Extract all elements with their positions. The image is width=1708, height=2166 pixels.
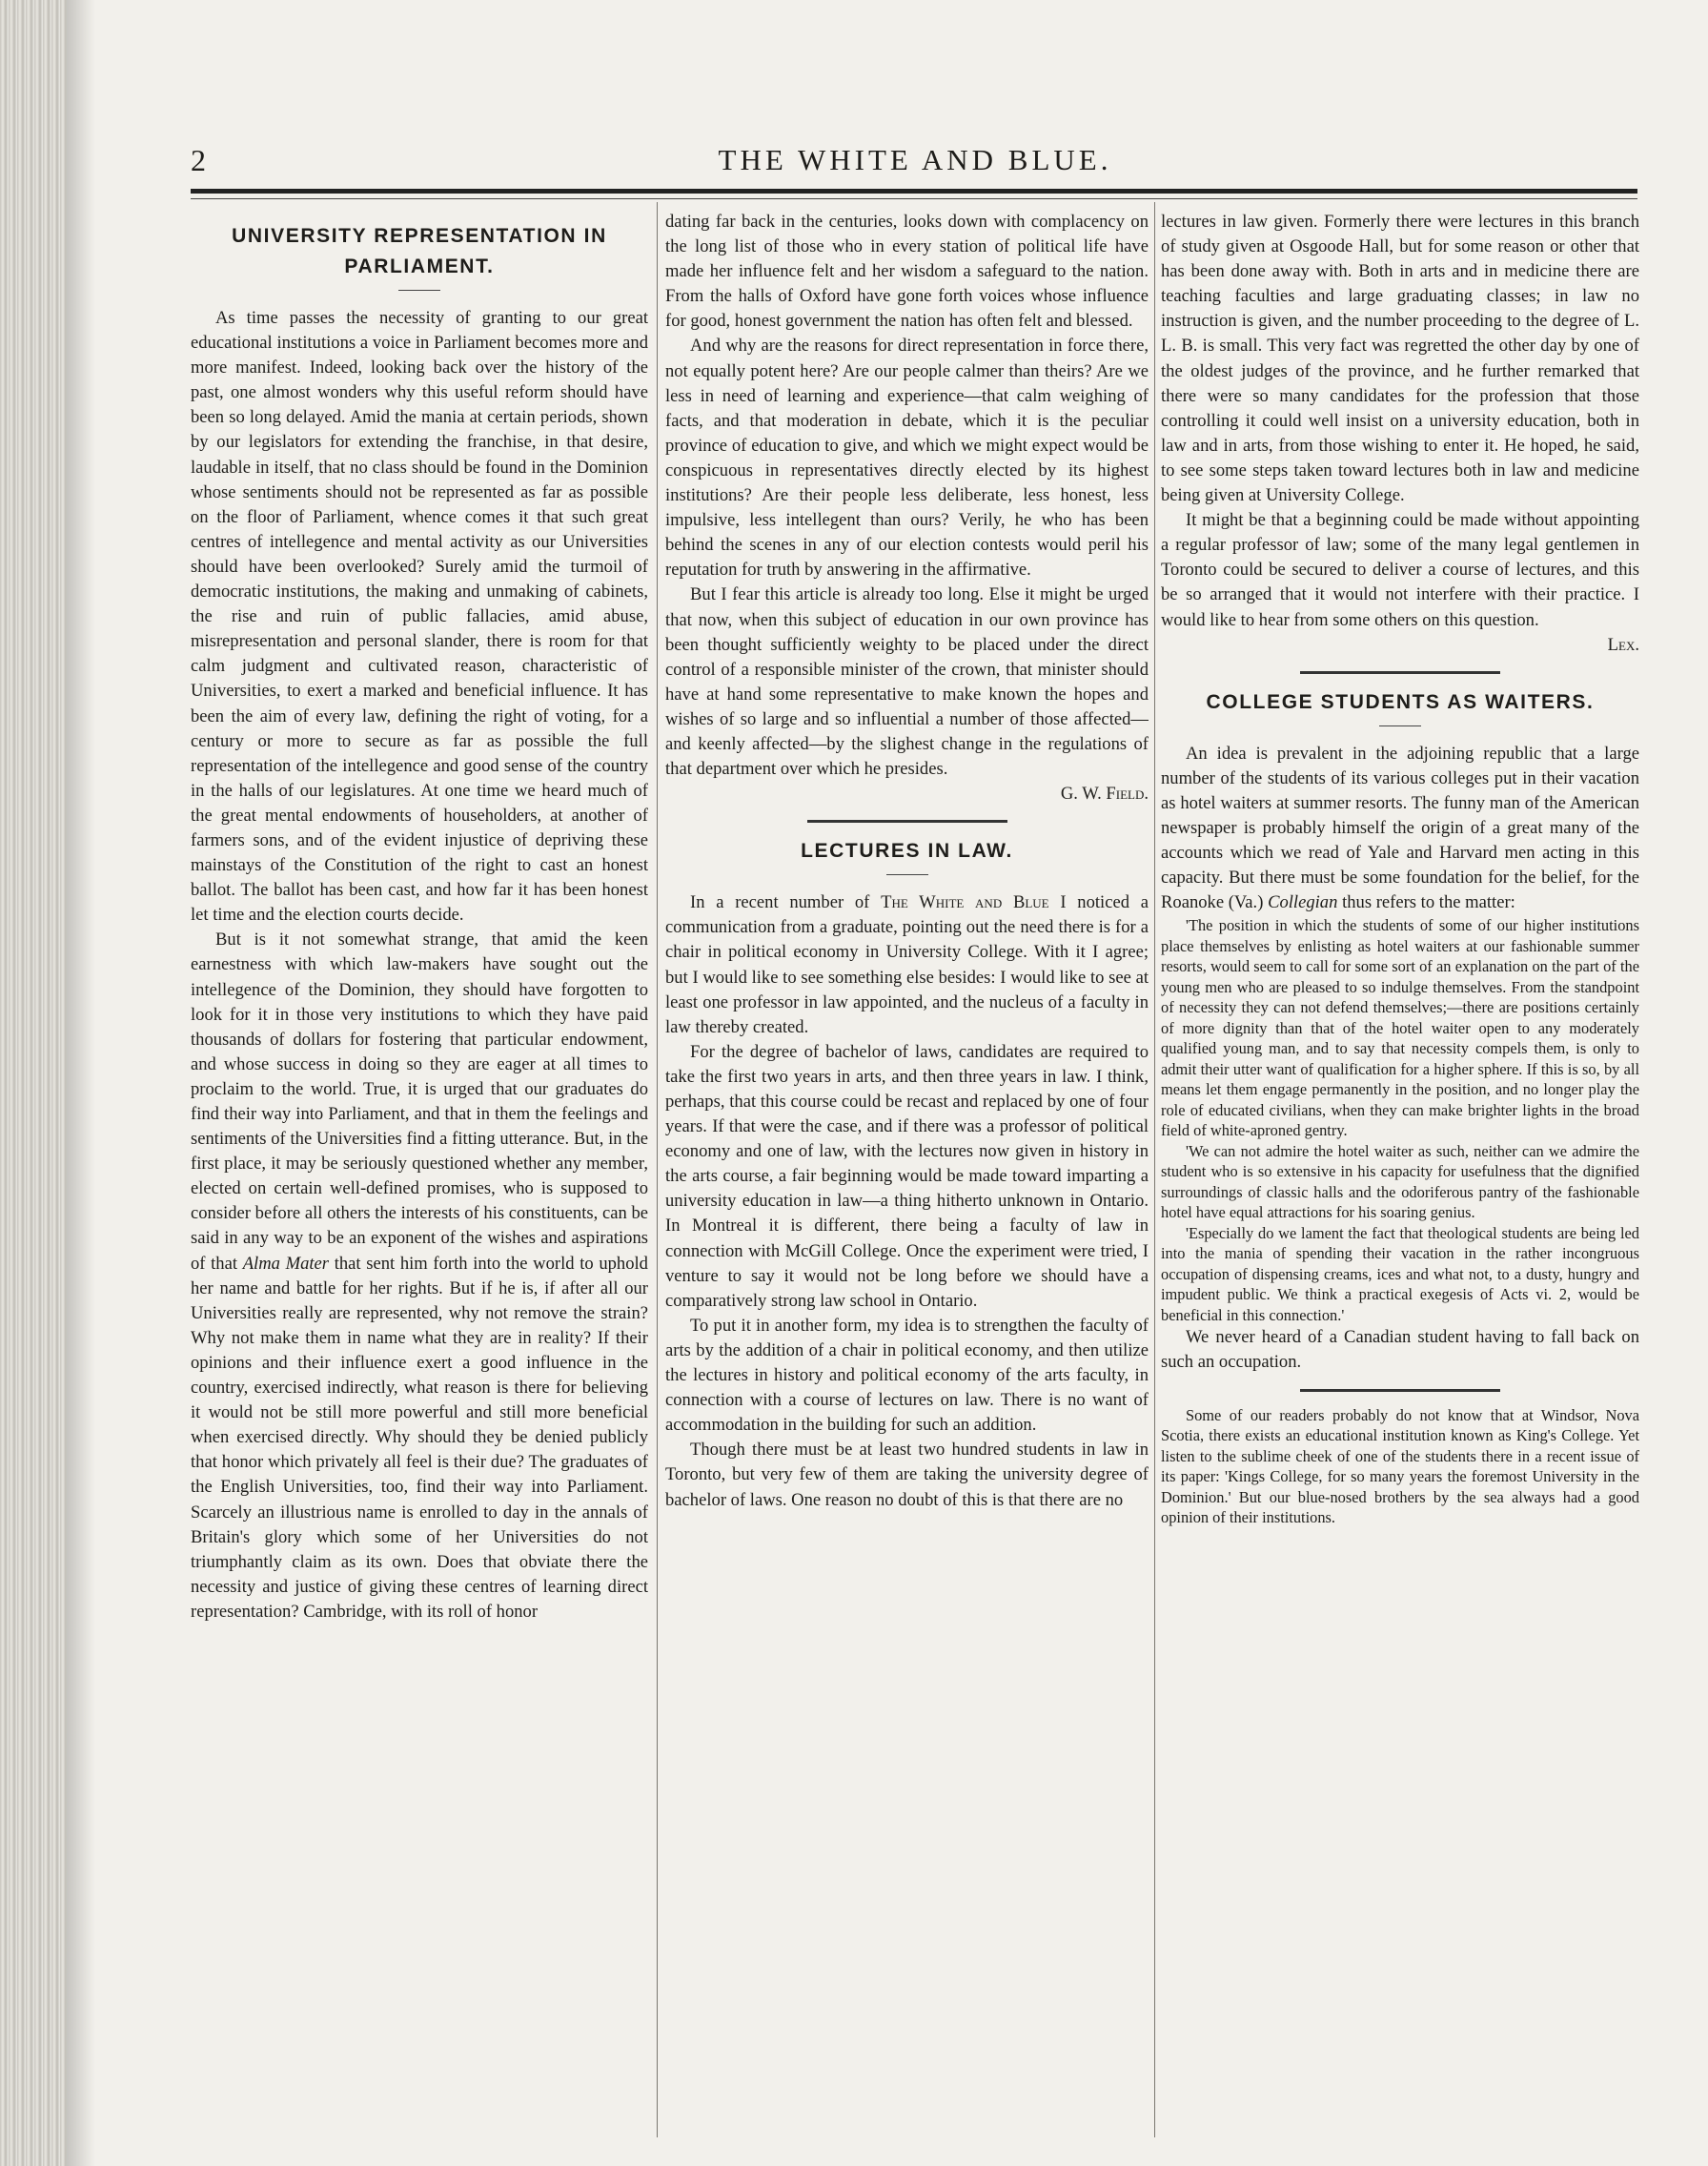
paragraph: To put it in another form, my idea is to strengthen the faculty of arts by the addition of a chair in political economy, and then utilize the lectures in history and political economy of the arts faculty, in connection with a course of lectures on law. There is no want of accommodation in the building for such an addition. bbox=[665, 1315, 1149, 1436]
text-run: that sent him forth into the world to uphold her name and battle for her rights. But if he is, if after all our Universities really are represented, why not remove the strain? Why not make them in name what they are in reality? If their opinions and their influence exert a good influence in the country, exercised indirectly, what reason is there for believing it would not be still more powerful and still more beneficial when exercised directly. Why should they be denied publicly that honor which privately all feel is their due? The graduates of the English Universities, too, find their way into Parliament. Scarcely an illustrious name is enrolled to day in the annals of Britain's glory which some of her Universities do not triumphantly claim as its own. Does that obviate there the necessity and justice of giving these centres of learning direct representation? Cambridge, with its roll of honor bbox=[191, 1253, 648, 1622]
page-number: 2 bbox=[191, 143, 206, 177]
header-rule-thick bbox=[191, 189, 1637, 194]
column-1 bbox=[191, 210, 648, 2135]
quote-paragraph: 'The position in which the students of some of our higher institutions place themselves by enlisting as hotel waiters at our fashionable summer resorts, would seem to call for some sort of an explanation on the part of the young men who are pleased to so indulge themselves. From the standpoint of necessity they can not defend themselves;—there are positions certainly of more dignity than that of the hotel waiter open to any moderately qualified young man, and to say that necessity compels them, is only to admit their utter want of qualification for a higher sphere. If this is so, by all means let them engage permanently in the position, and no longer play the role of educated civilians, when they can make brighter lights in the broad field of white-aproned gentry. bbox=[1161, 916, 1639, 1140]
text-run: But is it not somewhat strange, that amid the keen earnestness with which law-makers have sought out the intellegence of the Dominion, they should have forgotten to look for it in those very institutions to which they have paid thousands of dollars for fostering that particular endowment, and whose success in doing so they are eager at all times to proclaim to the world. True, it is urged that our graduates do find their way into Parliament, and that in them the feelings and sentiments of the Universities find a fitting utterance. But, in the first place, it may be seriously questioned whether any member, elected on certain well-defined promises, who is supposed to consider before all others the interests of his constituents, can be said in any way to be an exponent of the wishes and aspirations of that bbox=[191, 930, 648, 1274]
binding-shadow bbox=[67, 0, 95, 2166]
alma-mater-italic: Alma Mater bbox=[242, 1253, 330, 1274]
paragraph bbox=[191, 928, 648, 1624]
heading-rule bbox=[398, 290, 440, 291]
signature-lex: Lex. bbox=[1607, 634, 1639, 655]
paragraph-kings: Some of our readers probably do not know that at Windsor, Nova Scotia, there exists an educational institution known as King's College. Yet listen to the sublime cheek of one of the students there in a recent issue of its paper: 'Kings College, for so many years the foremost University in the Dominion.' But our blue-nosed brothers by the sea always had a good opinion of their institutions. bbox=[1161, 1405, 1639, 1527]
column-divider-2 bbox=[1154, 202, 1155, 2137]
paragraph: As time passes the necessity of granting to our great educational institutions a voice in Parliament becomes more and more manifest. Indeed, looking back over the history of the past, one almost wonders why this useful reform should have been so long delayed. Amid the mania at certain periods, shown by our legislators for extending the franchise, in that desire, laudable in itself, that no class should be found in the Dominion whose sentiments should not be represented as far as possible on the floor of Parliament, whence comes it that such great centres of intellegence and mental activity as our Universities should have been overlooked? Surely amid the turmoil of democratic institutions, the making and unmaking of cabinets, the rise and ruin of public fallacies, amid abuse, misrepresentation and personal slander, there is room for that calm judgment and cultivated reason, characteristic of Universities, to exert a marked and beneficial influence. It has been the aim of every law, defining the right of voting, for a century or more to secure as far as possible the full representation of the intellegence and good sense of the country in the halls of our legislatures. At one time we heard much of the great mental endowments of householders, at another of farmers sons, and of the evident injustice of depriving these mainstays of the Constitution of the right to cast an honest ballot. The ballot has been cast, and how far it has been honest let time and the election courts decide. bbox=[191, 308, 648, 926]
paragraph: We never heard of a Canadian student having to fall back on such an occupation. bbox=[1161, 1327, 1639, 1373]
quote-paragraph: 'We can not admire the hotel waiter as such, neither can we admire the student who is so extensive in his capacity for usefulness that the dignified surroundings of classic halls and the odoriferous pantry of the fashionable hotel have equal attractions for his soaring genius. bbox=[1161, 1141, 1639, 1222]
paragraph: But I fear this article is already too long. Else it might be urged that now, when this subject of education in our own province has been thought sufficiently weighty to be placed under the direct control of a responsible minister of the crown, that minister should have at hand some representative to make known the hopes and wishes of so large and so influential a number of those affected—and keenly affected—by the slighest change in the regulations of that department over which he presides. bbox=[665, 584, 1149, 780]
quote-paragraph: 'Especially do we lament the fact that theological students are being led into the mania of spending their vacation in the rather incongruous occupation of dispensing creams, ices and what not, to a dusty, hungry and impudent public. We think a practical exegesis of Acts vi. 2, would be beneficial in this connection.' bbox=[1161, 1223, 1639, 1324]
text-run: thus refers to the matter: bbox=[1342, 892, 1515, 913]
text-run: I noticed a communication from a graduate, pointing out the need there is for a chair in political economy in University College. With it I agree; but I would like to see something else besides: I would like to see at least one professor in law appointed, and the nucleus of a faculty in law thereby created. bbox=[665, 892, 1149, 1037]
header-rule-thin bbox=[191, 198, 1637, 199]
page-header bbox=[191, 143, 1639, 181]
text-run: In a recent number of bbox=[690, 892, 870, 913]
paragraph: For the degree of bachelor of laws, candidates are required to take the first two years in arts, and then three years in law. I think, perhaps, that this course could be recast and replaced by one of four years. If that were the case, and if there was a professor of political economy and one of law, with the lectures now given in history in the arts course, a fair beginning would be made toward imparting a university education in law—a thing hitherto unknown in Ontario. In Montreal it is different, there being a faculty of law in connection with McGill College. Once the experiment were tried, I venture to say it would not be long before we should have a comparatively strong law school in Ontario. bbox=[665, 1041, 1149, 1311]
column-3 bbox=[1161, 210, 1639, 2135]
book-spine bbox=[0, 0, 67, 2166]
paragraph bbox=[665, 890, 1149, 1040]
article-heading-university: UNIVERSITY REPRESENTATION IN PARLIAMENT. bbox=[232, 225, 607, 277]
paragraph: And why are the reasons for direct representation in force there, not equally potent here? Are our people calmer than theirs? Are we less in need of learning and experience—that calm weighing of facts, and that moderation in debate, which it is the peculiar province of education to give, and which we might expect would be conspicuous in representatives directly elected by its highest institutions? Are their people less deliberate, less honest, less impulsive, less intellegent than ours? Verily, he who has been behind the scenes in any of our election contests would peril his reputation for truth by answering in the affirmative. bbox=[665, 336, 1149, 581]
section-rule bbox=[807, 820, 1007, 823]
column-2 bbox=[665, 210, 1149, 2135]
signature-field: G. W. Field. bbox=[1060, 784, 1149, 805]
paragraph-continued: lectures in law given. Formerly there were lectures in this branch of study given at Osgoode Hall, but for some reason or other that has been done away with. Both in arts and in medicine there are teaching faculties and large graduating classes; in law no instruction is given, and the number proceeding to the degree of L. L. B. is small. This very fact was regretted the other day by one of the oldest judges of the province, and he further remarked that there were so many candidates for the profession that those controlling it could well insist on a university education, both in law and in arts, from those wishing to enter it. He hoped, he said, to see some steps taken toward lectures both in law and medicine being given at University College. bbox=[1161, 212, 1639, 506]
paragraph bbox=[1161, 742, 1639, 916]
article-heading-lectures: LECTURES IN LAW. bbox=[801, 840, 1013, 863]
paragraph-continued: dating far back in the centuries, looks down with complacency on the long list of those who in every station of political life have made her influence felt and her wisdom a safeguard to the nation. From the halls of Oxford have gone forth voices whose influence for good, honest government the nation has often felt and blessed. bbox=[665, 212, 1149, 332]
newspaper-title: THE WHITE AND BLUE. bbox=[718, 143, 1112, 176]
paragraph: Though there must be at least two hundred students in law in Toronto, but very few of them are taking the university degree of bachelor of laws. One reason no doubt of this is that there are no bbox=[665, 1440, 1149, 1510]
text-run: An idea is prevalent in the adjoining republic that a large number of the students of its various colleges put in their vacation as hotel waiters at summer resorts. The funny man of the American newspaper is probably himself the origin of a great many of the accounts which we read of Yale and Harvard men acting in this capacity. But there must be some foundation for the belief, for the Roanoke (Va.) bbox=[1161, 743, 1639, 913]
column-divider-1 bbox=[657, 202, 658, 2137]
section-rule bbox=[1300, 671, 1500, 674]
collegian-italic: Collegian bbox=[1268, 892, 1338, 913]
heading-rule bbox=[886, 874, 928, 875]
section-rule bbox=[1300, 1389, 1500, 1392]
article-heading-waiters: COLLEGE STUDENTS AS WAITERS. bbox=[1206, 690, 1595, 713]
paper-name: The White and Blue bbox=[881, 892, 1049, 913]
paragraph: It might be that a beginning could be made without appointing a regular professor of law; some of the many legal gentlemen in Toronto could be secured to deliver a course of lectures, and this be so arranged that it would not interfere with their practice. I would like to hear from some others on this question. bbox=[1161, 510, 1639, 630]
heading-rule bbox=[1379, 725, 1421, 726]
